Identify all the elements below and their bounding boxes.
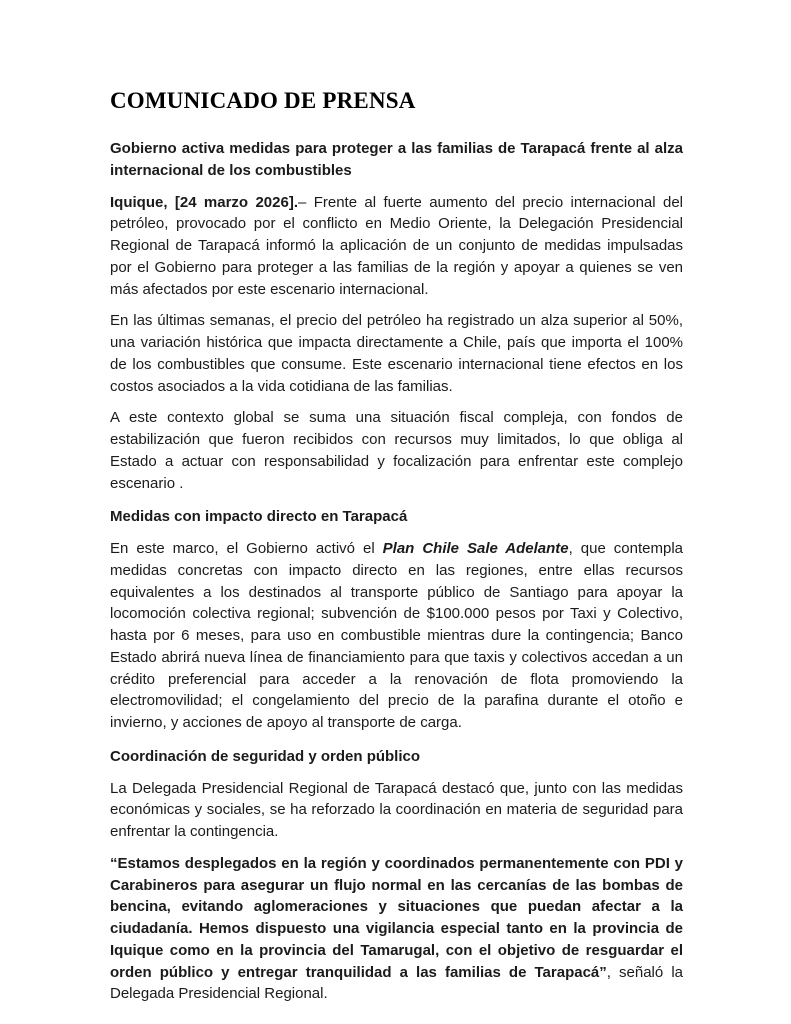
text-run: En las últimas semanas, el precio del petróleo ha registrado un alza superior al 50%, una variación histórica que impacta directamente a Chile, país que importa el 100% de los combustibles que consume. Este escenario internacional tiene efectos en los costos asociados a la vida cotidiana de las familias.	[110, 312, 683, 395]
body-paragraph-delegada	[110, 778, 683, 843]
document-title: COMUNICADO DE PRENSA	[110, 88, 416, 113]
text-run: Plan Chile Sale Adelante	[382, 540, 569, 557]
text-run: , que contempla medidas concretas con impacto directo en las regiones, entre ellas recursos equivalentes a los destinados al transporte público de Santiago para apoyar la locomoción colectiva regional; subvención de $100.000 pesos por Taxi y Colectivo, hasta por 6 meses, para uso en combustible mientras dure la contingencia; Banco Estado abrirá nueva línea de financiamiento para que taxis y colectivos accedan a un crédito preferencial para acceder a la renovación de flota promoviendo la electromovilidad; el congelamiento del precio de la parafina durante el otoño e invierno, y acciones de apoyo al transporte de carga.	[110, 540, 683, 731]
headline: Gobierno activa medidas para proteger a las familias de Tarapacá frente al alza internacional de los combustibles	[110, 140, 683, 179]
dateline-paragraph	[110, 192, 683, 301]
text-run: A este contexto global se suma una situación fiscal compleja, con fondos de estabilización que fueron recibidos con recursos muy limitados, lo que obliga al Estado a actuar con responsabilidad y focalización para enfrentar este complejo escenario .	[110, 409, 683, 492]
text-run: En este marco, el Gobierno activó el	[110, 540, 383, 557]
text-run: , señaló la Delegada Presidencial Regional.	[110, 963, 683, 1003]
text-run: La Delegada Presidencial Regional de Tarapacá destacó que, junto con las medidas económicas y sociales, se ha reforzado la coordinación en materia de seguridad para enfrentar la contingencia.	[110, 779, 683, 840]
text-run: Iquique, [24 marzo 2026].	[110, 193, 298, 211]
paragraph-list	[110, 192, 683, 1006]
text-run: “Estamos desplegados en la región y coordinados permanentemente con PDI y Carabineros para asegurar un flujo normal en las cercanías de las bombas de bencina, evitando aglomeraciones y situaciones que puedan afectar a la ciudadanía. Hemos dispuesto una vigilancia especial tanto en la provincia de Iquique como en la provincia del Tamarugal, con el objetivo de resguardar el orden público y entregar tranquilidad a las familias de Tarapacá”	[110, 854, 683, 981]
section-heading-seguridad	[110, 746, 683, 768]
quote-paragraph	[110, 853, 683, 1005]
text-run: Coordinación de seguridad y orden público	[110, 747, 421, 765]
body-paragraph-oil-price	[110, 310, 683, 397]
text-run: – Frente al fuerte aumento del precio internacional del petróleo, provocado por el conflicto en Medio Oriente, la Delegación Presidencial Regional de Tarapacá informó la aplicación de un conjunto de medidas impulsadas por el Gobierno para proteger a las familias de la región y apoyar a quienes se ven más afectados por este escenario internacional.	[110, 193, 683, 298]
body-paragraph-fiscal-context	[110, 407, 683, 494]
text-run: Medidas con impacto directo en Tarapacá	[110, 508, 408, 526]
section-heading-medidas	[110, 506, 683, 528]
body-paragraph-plan-chile	[110, 538, 683, 734]
